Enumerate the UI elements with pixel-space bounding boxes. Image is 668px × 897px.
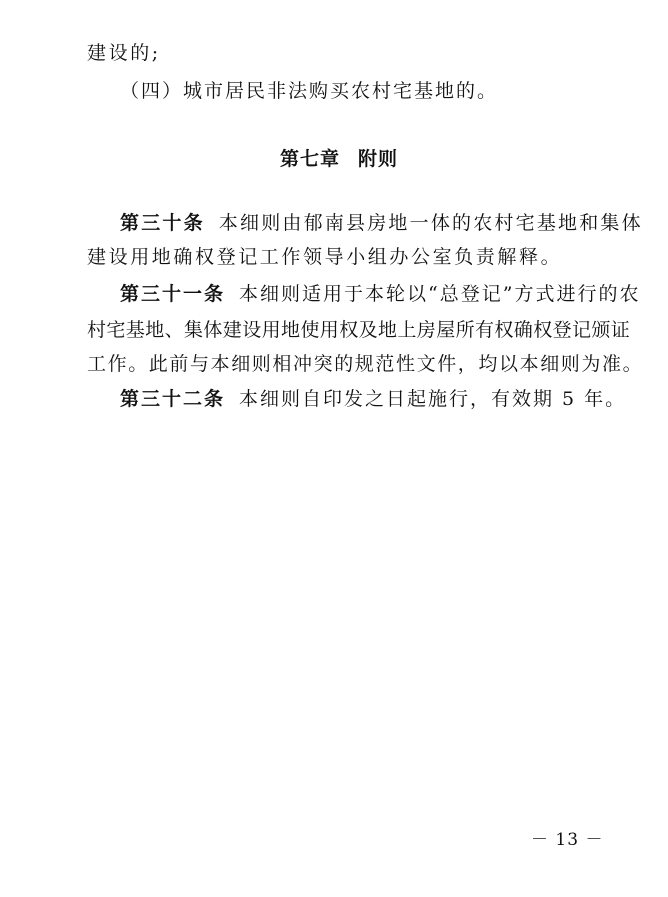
article-31-text-end: 工作。此前与本细则相冲突的规范性文件，均以本细则为准。 xyxy=(87,353,644,375)
article-31-line-1 xyxy=(120,285,640,304)
article-30-label: 第三十条 xyxy=(120,212,205,234)
article-30-line-2 xyxy=(87,248,562,267)
text-line xyxy=(87,44,161,63)
chapter-number: 第七章 xyxy=(280,148,341,170)
article-31-line-2 xyxy=(87,321,630,340)
list-item-text: （四）城市居民非法购买农村宅基地的。 xyxy=(120,80,499,102)
article-32-label: 第三十二条 xyxy=(120,388,226,410)
article-30-line-1 xyxy=(120,214,643,233)
article-32-text: 本细则自印发之日起施行，有效期 5 年。 xyxy=(239,388,627,410)
paragraph-fragment: 建设的; xyxy=(87,42,161,64)
article-31-line-3 xyxy=(87,355,643,374)
page-number: － 13 － xyxy=(531,830,604,850)
article-31-label: 第三十一条 xyxy=(120,283,226,305)
article-31-text-cont: 村宅基地、集体建设用地使用权及地上房屋所有权确权登记颁证 xyxy=(87,319,631,341)
article-30-text-cont: 建设用地确权登记工作领导小组办公室负责解释。 xyxy=(87,246,563,268)
chapter-heading xyxy=(280,150,398,169)
article-31-text: 本细则适用于本轮以“总登记”方式进行的农 xyxy=(239,283,641,305)
chapter-title: 附则 xyxy=(358,148,399,170)
article-30-text: 本细则由郁南县房地一体的农村宅基地和集体 xyxy=(218,212,643,234)
list-item-four xyxy=(120,82,498,101)
article-32-line xyxy=(120,390,626,409)
